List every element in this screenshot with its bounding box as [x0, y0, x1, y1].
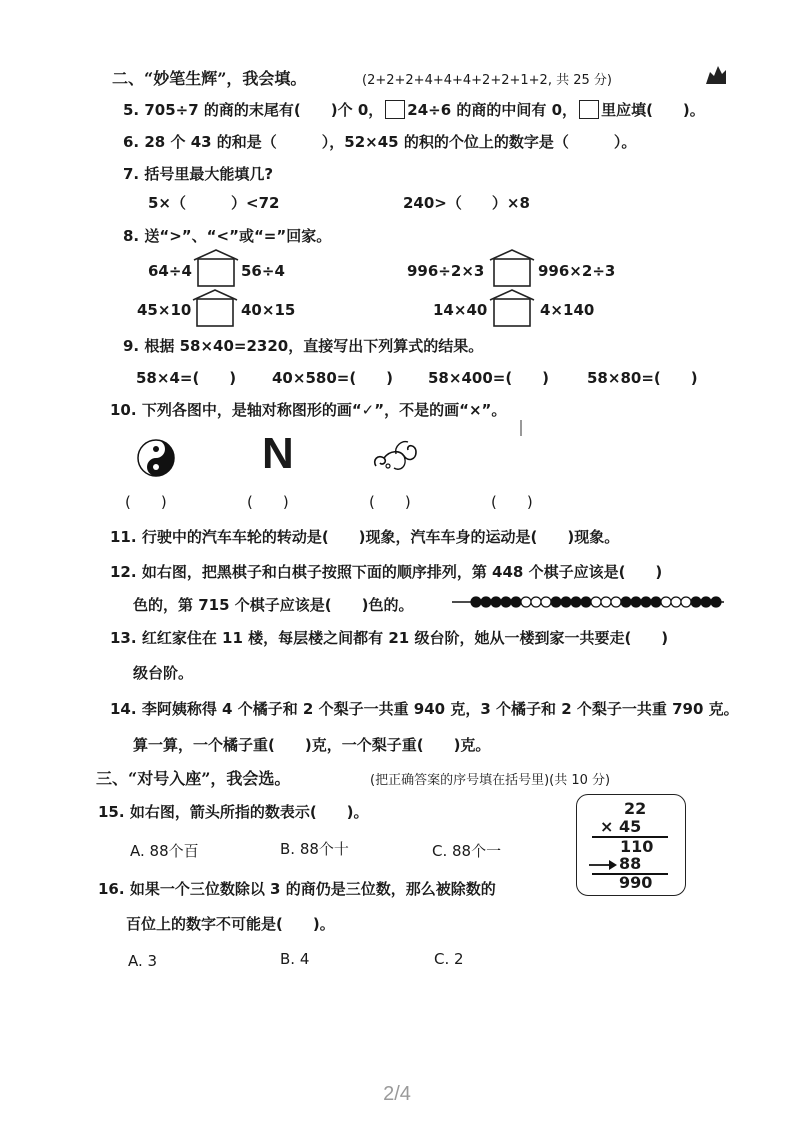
section3-note: (把正确答案的序号填在括号里)(共 10 分): [370, 773, 611, 788]
q14: [110, 698, 739, 719]
q13: [110, 627, 668, 648]
q8-item1-right: 56÷4: [241, 262, 285, 280]
q8: [123, 225, 331, 246]
black-bead: [711, 597, 721, 607]
q16-option-c[interactable]: C. 2: [434, 950, 464, 968]
q10-answer-1[interactable]: ( ): [125, 493, 167, 511]
calc-row-4: 88: [619, 854, 642, 873]
q15-option-c[interactable]: C. 88个一: [432, 842, 502, 860]
q10-num: 10.: [110, 401, 137, 419]
black-bead: [471, 597, 481, 607]
q6: [123, 131, 636, 152]
q5-text-b: 24÷6 的商的中间有 0，: [407, 101, 578, 119]
q13-line1: 红红家住在 11 楼，每层楼之间都有 21 级台阶，她从一楼到家一共要走( ): [141, 629, 669, 647]
swirl-pattern-icon: [370, 436, 422, 480]
q5-box-1[interactable]: [385, 100, 405, 119]
house-icon[interactable]: [489, 288, 535, 328]
white-bead: [611, 597, 621, 607]
black-bead: [581, 597, 591, 607]
q12-line2: 色的，第 715 个棋子应该是( )色的。: [133, 596, 414, 614]
q14-line2: 算一算，一个橘子重( )克，一个梨子重( )克。: [133, 736, 491, 754]
q9-item2: 40×580=( ): [272, 369, 394, 387]
q12: [110, 561, 662, 582]
q5-num: 5.: [123, 101, 140, 119]
q8-item4-right: 4×140: [540, 301, 595, 319]
bead-sequence-figure: [452, 593, 724, 615]
black-bead: [511, 597, 521, 607]
house-icon[interactable]: [489, 248, 535, 288]
q13-num: 13.: [110, 629, 137, 647]
section2-points: (2+2+2+4+4+4+2+2+1+2, 共 25 分): [362, 73, 612, 88]
q14-num: 14.: [110, 700, 137, 718]
q16: [98, 878, 496, 899]
q7: [123, 163, 273, 184]
white-bead: [531, 597, 541, 607]
section3-title: 三、“对号入座”，我会选。: [96, 769, 291, 788]
q16-option-b[interactable]: B. 4: [280, 950, 310, 968]
q8-item2-right: 996×2÷3: [538, 262, 616, 280]
white-bead: [661, 597, 671, 607]
letter-n-figure: N: [262, 429, 294, 478]
q5-box-2[interactable]: [579, 100, 599, 119]
q5-text-c: 里应填( )。: [601, 101, 705, 119]
q7-a: 5×（ ）<72: [148, 194, 280, 212]
black-bead: [561, 597, 571, 607]
q15-option-a[interactable]: A. 88个百: [130, 842, 199, 860]
black-bead: [701, 597, 711, 607]
black-bead: [491, 597, 501, 607]
q16-num: 16.: [98, 880, 125, 898]
house-icon[interactable]: [192, 288, 238, 328]
q8-item2-left: 996÷2×3: [407, 262, 485, 280]
q10: [110, 399, 506, 420]
black-bead: [641, 597, 651, 607]
calc-row-1: 22: [624, 799, 647, 818]
house-icon[interactable]: [193, 248, 239, 288]
q9-item1: 58×4=( ): [136, 369, 237, 387]
calc-row-2: × 45: [600, 817, 642, 836]
q10-answer-3[interactable]: ( ): [369, 493, 411, 511]
q10-answer-2[interactable]: ( ): [247, 493, 289, 511]
calc-row-3: 110: [620, 837, 654, 856]
white-bead: [681, 597, 691, 607]
q15-text: 如右图，箭头所指的数表示( )。: [129, 803, 369, 821]
q9: [123, 335, 483, 356]
q7-num: 7.: [123, 165, 140, 183]
q7-b: 240>（ ）×8: [403, 194, 530, 212]
q5: [123, 99, 705, 120]
q8-item4-left: 14×40: [433, 301, 488, 319]
q16-option-a[interactable]: A. 3: [128, 952, 158, 970]
q12-line1: 如右图，把黑棋子和白棋子按照下面的顺序排列，第 448 个棋子应该是( ): [141, 563, 663, 581]
q12-num: 12.: [110, 563, 137, 581]
q9-num: 9.: [123, 337, 140, 355]
mark-line: [520, 420, 522, 436]
q14-line1: 李阿姨称得 4 个橘子和 2 个梨子一共重 940 克，3 个橘子和 2 个梨子一共重 790 克。: [141, 700, 739, 718]
page-number: 2/4: [383, 1083, 411, 1105]
q11-num: 11.: [110, 528, 137, 546]
q8-item1-left: 64÷4: [148, 262, 192, 280]
white-bead: [601, 597, 611, 607]
black-bead: [551, 597, 561, 607]
calc-row-5: 990: [619, 873, 653, 892]
white-bead: [521, 597, 531, 607]
q8-item3-right: 40×15: [241, 301, 296, 319]
q8-text: 送“>”、“<”或“=”回家。: [144, 227, 332, 245]
q15-num: 15.: [98, 803, 125, 821]
black-bead: [501, 597, 511, 607]
q8-num: 8.: [123, 227, 140, 245]
q9-item4: 58×80=( ): [587, 369, 698, 387]
section2-title: 二、“妙笔生辉”，我会填。: [112, 69, 307, 88]
q7-text: 括号里最大能填几?: [144, 165, 274, 183]
black-bead: [691, 597, 701, 607]
q13-line2: 级台阶。: [133, 664, 194, 682]
q6-text: 28 个 43 的和是（ ），52×45 的积的个位上的数字是（ ）。: [144, 133, 637, 151]
q9-text: 根据 58×40=2320，直接写出下列算式的结果。: [144, 337, 484, 355]
black-bead: [481, 597, 491, 607]
q16-line1: 如果一个三位数除以 3 的商仍是三位数，那么被除数的: [129, 880, 496, 898]
decoration-icon: [704, 62, 728, 90]
q8-item3-left: 45×10: [137, 301, 192, 319]
yin-yang-icon: [136, 438, 176, 482]
white-bead: [671, 597, 681, 607]
black-bead: [621, 597, 631, 607]
q6-num: 6.: [123, 133, 140, 151]
q9-item3: 58×400=( ): [428, 369, 550, 387]
q10-text: 下列各图中，是轴对称图形的画“✓”，不是的画“×”。: [141, 401, 507, 419]
q11-text: 行驶中的汽车车轮的转动是( )现象，汽车车身的运动是( )现象。: [141, 528, 620, 546]
black-bead: [571, 597, 581, 607]
q11: [110, 526, 619, 547]
q5-text-a: 705÷7 的商的末尾有( )个 0，: [144, 101, 384, 119]
black-bead: [631, 597, 641, 607]
q15-option-b[interactable]: B. 88个十: [280, 840, 349, 858]
q16-line2: 百位上的数字不可能是( )。: [126, 915, 335, 933]
white-bead: [591, 597, 601, 607]
q10-answer-4[interactable]: ( ): [491, 493, 533, 511]
q15: [98, 801, 369, 822]
black-bead: [651, 597, 661, 607]
white-bead: [541, 597, 551, 607]
